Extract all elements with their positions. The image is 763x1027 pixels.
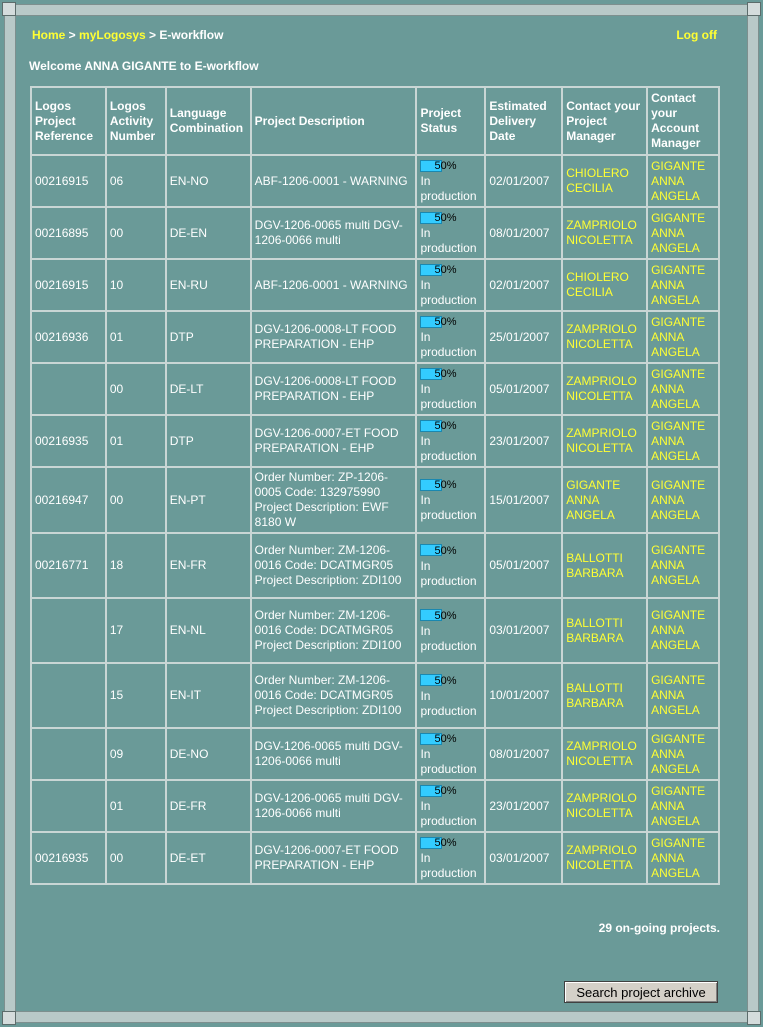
delivery-date-cell: 03/01/2007 [485, 832, 562, 884]
project-manager-link[interactable]: BALLOTTI BARBARA [566, 615, 624, 645]
status-text: In production [420, 688, 477, 718]
project-status-cell [416, 363, 485, 415]
corner-top-right [747, 2, 761, 16]
delivery-date-cell: 08/01/2007 [485, 728, 562, 780]
project-manager-cell [562, 155, 647, 207]
activity-number-cell: 01 [106, 311, 166, 363]
activity-number-cell: 00 [106, 832, 166, 884]
account-manager-cell [647, 259, 719, 311]
project-status-cell [416, 780, 485, 832]
table-row [31, 832, 719, 884]
project-status-cell [416, 663, 485, 728]
project-reference-cell: 00216915 [31, 155, 106, 207]
project-manager-link[interactable]: ZAMPRIOLO NICOLETTA [566, 739, 637, 768]
project-reference-cell [31, 728, 106, 780]
project-manager-link[interactable]: ZAMPRIOLO NICOLETTA [566, 426, 637, 455]
column-header: Project Status [416, 87, 485, 155]
account-manager-link[interactable]: GIGANTE ANNA ANGELA [651, 783, 706, 828]
delivery-date-cell: 23/01/2007 [485, 780, 562, 832]
project-description-cell: ABF-1206-0001 - WARNING [251, 155, 417, 207]
project-manager-link[interactable]: BALLOTTI BARBARA [566, 680, 624, 710]
project-manager-cell [562, 207, 647, 259]
status-text: In production [420, 226, 477, 255]
table-row [31, 663, 719, 728]
corner-bottom-left [2, 1011, 16, 1025]
progress-percent: 50% [434, 479, 457, 491]
column-header: Contact your Account Manager [647, 87, 719, 155]
project-manager-link[interactable]: ZAMPRIOLO NICOLETTA [566, 843, 637, 872]
project-manager-link[interactable]: GIGANTE ANNA ANGELA [566, 477, 621, 522]
account-manager-link[interactable]: GIGANTE ANNA ANGELA [651, 731, 706, 776]
project-status-cell [416, 533, 485, 598]
project-description-cell: DGV-1206-0007-ET FOOD PREPARATION - EHP [251, 832, 417, 884]
project-description-cell: Order Number: ZM-1206-0016 Code: DCATMGR05 Project Description: ZDI100 [251, 533, 417, 598]
activity-number-cell: 00 [106, 467, 166, 533]
project-status-cell [416, 415, 485, 467]
status-text: In production [420, 799, 477, 828]
column-header: Logos Activity Number [106, 87, 166, 155]
table-row [31, 415, 719, 467]
activity-number-cell: 15 [106, 663, 166, 728]
corner-top-left [2, 2, 16, 16]
progress-percent: 50% [434, 733, 457, 745]
breadcrumb [32, 28, 223, 42]
search-archive-button[interactable]: Search project archive [564, 981, 718, 1003]
activity-number-cell: 01 [106, 780, 166, 832]
account-manager-cell [647, 728, 719, 780]
main-content [16, 16, 747, 1011]
activity-number-cell: 06 [106, 155, 166, 207]
table-row [31, 363, 719, 415]
progress-percent: 50% [434, 368, 457, 380]
logoff-link[interactable]: Log off [676, 28, 717, 42]
account-manager-link[interactable]: GIGANTE ANNA ANGELA [651, 543, 706, 587]
activity-number-cell: 18 [106, 533, 166, 598]
project-description-cell: DGV-1206-0007-ET FOOD PREPARATION - EHP [251, 415, 417, 467]
account-manager-cell [647, 663, 719, 728]
account-manager-link[interactable]: GIGANTE ANNA ANGELA [651, 608, 706, 652]
project-manager-cell [562, 780, 647, 832]
project-description-cell: DGV-1206-0065 multi DGV-1206-0066 multi [251, 207, 417, 259]
project-description-cell: Order Number: ZM-1206-0016 Code: DCATMGR05 Project Description: ZDI100 [251, 663, 417, 728]
account-manager-cell [647, 311, 719, 363]
status-text: In production [420, 174, 477, 203]
project-reference-cell: 00216915 [31, 259, 106, 311]
project-manager-cell [562, 311, 647, 363]
project-description-cell: Order Number: ZM-1206-0016 Code: DCATMGR05 Project Description: ZDI100 [251, 598, 417, 663]
delivery-date-cell: 05/01/2007 [485, 363, 562, 415]
activity-number-cell: 17 [106, 598, 166, 663]
status-text: In production [420, 278, 477, 307]
progress-percent: 50% [434, 609, 457, 622]
language-combination-cell: DTP [166, 415, 251, 467]
welcome-message: Welcome ANNA GIGANTE to E-workflow [29, 59, 259, 73]
progress-percent: 50% [434, 785, 457, 797]
project-status-cell [416, 311, 485, 363]
project-status-cell [416, 467, 485, 533]
progress-percent: 50% [434, 160, 457, 172]
account-manager-cell [647, 598, 719, 663]
column-header: Logos Project Reference [31, 87, 106, 155]
progress-percent: 50% [434, 212, 457, 224]
project-reference-cell [31, 363, 106, 415]
project-description-cell: ABF-1206-0001 - WARNING [251, 259, 417, 311]
account-manager-link[interactable]: GIGANTE ANNA ANGELA [651, 366, 706, 411]
project-manager-cell [562, 728, 647, 780]
project-description-cell: DGV-1206-0008-LT FOOD PREPARATION - EHP [251, 311, 417, 363]
table-row [31, 598, 719, 663]
language-combination-cell: DE-FR [166, 780, 251, 832]
language-combination-cell: DTP [166, 311, 251, 363]
language-combination-cell: DE-EN [166, 207, 251, 259]
progress-percent: 50% [434, 420, 457, 432]
project-manager-link[interactable]: ZAMPRIOLO NICOLETTA [566, 218, 637, 247]
column-header: Language Combination [166, 87, 251, 155]
account-manager-link[interactable]: GIGANTE ANNA ANGELA [651, 158, 706, 203]
language-combination-cell: DE-NO [166, 728, 251, 780]
bottom-border [8, 1011, 755, 1023]
project-status-cell [416, 259, 485, 311]
language-combination-cell: EN-NL [166, 598, 251, 663]
breadcrumb-separator: > [145, 28, 160, 42]
language-combination-cell: DE-LT [166, 363, 251, 415]
project-status-cell [416, 832, 485, 884]
progress-percent: 50% [434, 264, 457, 276]
delivery-date-cell: 02/01/2007 [485, 259, 562, 311]
project-manager-link[interactable]: CHIOLERO CECILIA [566, 270, 629, 299]
activity-number-cell: 10 [106, 259, 166, 311]
project-status-cell [416, 207, 485, 259]
project-reference-cell: 00216936 [31, 311, 106, 363]
account-manager-link[interactable]: GIGANTE ANNA ANGELA [651, 835, 706, 880]
progress-percent: 50% [434, 837, 457, 849]
table-row [31, 207, 719, 259]
account-manager-link[interactable]: GIGANTE ANNA ANGELA [651, 477, 706, 522]
corner-bottom-right [747, 1011, 761, 1025]
project-manager-link[interactable]: CHIOLERO CECILIA [566, 166, 629, 195]
status-text: In production [420, 382, 477, 411]
project-reference-cell: 00216895 [31, 207, 106, 259]
project-manager-link[interactable]: ZAMPRIOLO NICOLETTA [566, 791, 637, 820]
language-combination-cell: EN-NO [166, 155, 251, 207]
progress-percent: 50% [434, 544, 457, 557]
status-text: In production [420, 851, 477, 880]
table-row [31, 533, 719, 598]
column-header: Contact your Project Manager [562, 87, 647, 155]
status-text: In production [420, 558, 477, 588]
language-combination-cell: EN-IT [166, 663, 251, 728]
account-manager-cell [647, 363, 719, 415]
table-body [31, 155, 719, 884]
project-status-cell [416, 598, 485, 663]
delivery-date-cell: 15/01/2007 [485, 467, 562, 533]
progress-percent: 50% [434, 674, 457, 687]
project-manager-link[interactable]: ZAMPRIOLO NICOLETTA [566, 322, 637, 351]
project-manager-cell [562, 663, 647, 728]
project-manager-link[interactable]: BALLOTTI BARBARA [566, 550, 624, 580]
breadcrumb-current: E-workflow [159, 28, 224, 42]
project-description-cell: DGV-1206-0065 multi DGV-1206-0066 multi [251, 728, 417, 780]
project-description-cell: Order Number: ZP-1206-0005 Code: 132975990 Project Description: EWF 8180 W [251, 467, 417, 533]
status-text: In production [420, 747, 477, 776]
account-manager-cell [647, 207, 719, 259]
project-reference-cell: 00216771 [31, 533, 106, 598]
table-row [31, 728, 719, 780]
left-border [4, 4, 16, 1023]
table-header-row [31, 87, 719, 155]
account-manager-link[interactable]: GIGANTE ANNA ANGELA [651, 262, 706, 307]
table-row [31, 155, 719, 207]
project-reference-cell: 00216935 [31, 832, 106, 884]
project-manager-link[interactable]: ZAMPRIOLO NICOLETTA [566, 374, 637, 403]
activity-number-cell: 00 [106, 207, 166, 259]
project-status-cell [416, 728, 485, 780]
account-manager-cell [647, 155, 719, 207]
status-text: In production [420, 623, 477, 653]
project-manager-cell [562, 363, 647, 415]
project-status-cell [416, 155, 485, 207]
account-manager-link[interactable]: GIGANTE ANNA ANGELA [651, 418, 706, 463]
activity-number-cell: 01 [106, 415, 166, 467]
project-manager-cell [562, 259, 647, 311]
account-manager-cell [647, 832, 719, 884]
delivery-date-cell: 05/01/2007 [485, 533, 562, 598]
project-reference-cell: 00216947 [31, 467, 106, 533]
project-manager-cell [562, 533, 647, 598]
status-text: In production [420, 493, 477, 522]
account-manager-cell [647, 533, 719, 598]
account-manager-link[interactable]: GIGANTE ANNA ANGELA [651, 673, 706, 717]
account-manager-cell [647, 467, 719, 533]
delivery-date-cell: 25/01/2007 [485, 311, 562, 363]
project-reference-cell [31, 663, 106, 728]
table-row [31, 259, 719, 311]
account-manager-link[interactable]: GIGANTE ANNA ANGELA [651, 314, 706, 359]
table-row [31, 311, 719, 363]
project-count: 29 on-going projects. [598, 921, 720, 935]
breadcrumb-mylogosys-link[interactable]: myLogosys [79, 28, 146, 42]
status-text: In production [420, 330, 477, 359]
top-border [8, 4, 755, 16]
right-border [747, 4, 759, 1023]
delivery-date-cell: 02/01/2007 [485, 155, 562, 207]
delivery-date-cell: 03/01/2007 [485, 598, 562, 663]
project-manager-cell [562, 832, 647, 884]
activity-number-cell: 00 [106, 363, 166, 415]
column-header: Project Description [251, 87, 417, 155]
table-row [31, 780, 719, 832]
account-manager-cell [647, 415, 719, 467]
language-combination-cell: DE-ET [166, 832, 251, 884]
project-manager-cell [562, 467, 647, 533]
language-combination-cell: EN-PT [166, 467, 251, 533]
delivery-date-cell: 10/01/2007 [485, 663, 562, 728]
project-manager-cell [562, 415, 647, 467]
activity-number-cell: 09 [106, 728, 166, 780]
delivery-date-cell: 23/01/2007 [485, 415, 562, 467]
account-manager-link[interactable]: GIGANTE ANNA ANGELA [651, 210, 706, 255]
breadcrumb-home-link[interactable]: Home [32, 28, 66, 42]
language-combination-cell: EN-FR [166, 533, 251, 598]
column-header: Estimated Delivery Date [485, 87, 562, 155]
project-description-cell: DGV-1206-0065 multi DGV-1206-0066 multi [251, 780, 417, 832]
project-reference-cell [31, 780, 106, 832]
project-manager-cell [562, 598, 647, 663]
language-combination-cell: EN-RU [166, 259, 251, 311]
status-text: In production [420, 434, 477, 463]
project-reference-cell: 00216935 [31, 415, 106, 467]
table-row [31, 467, 719, 533]
progress-percent: 50% [434, 316, 457, 328]
delivery-date-cell: 08/01/2007 [485, 207, 562, 259]
project-reference-cell [31, 598, 106, 663]
account-manager-cell [647, 780, 719, 832]
breadcrumb-separator: > [65, 28, 80, 42]
projects-table [30, 86, 720, 885]
project-description-cell: DGV-1206-0008-LT FOOD PREPARATION - EHP [251, 363, 417, 415]
